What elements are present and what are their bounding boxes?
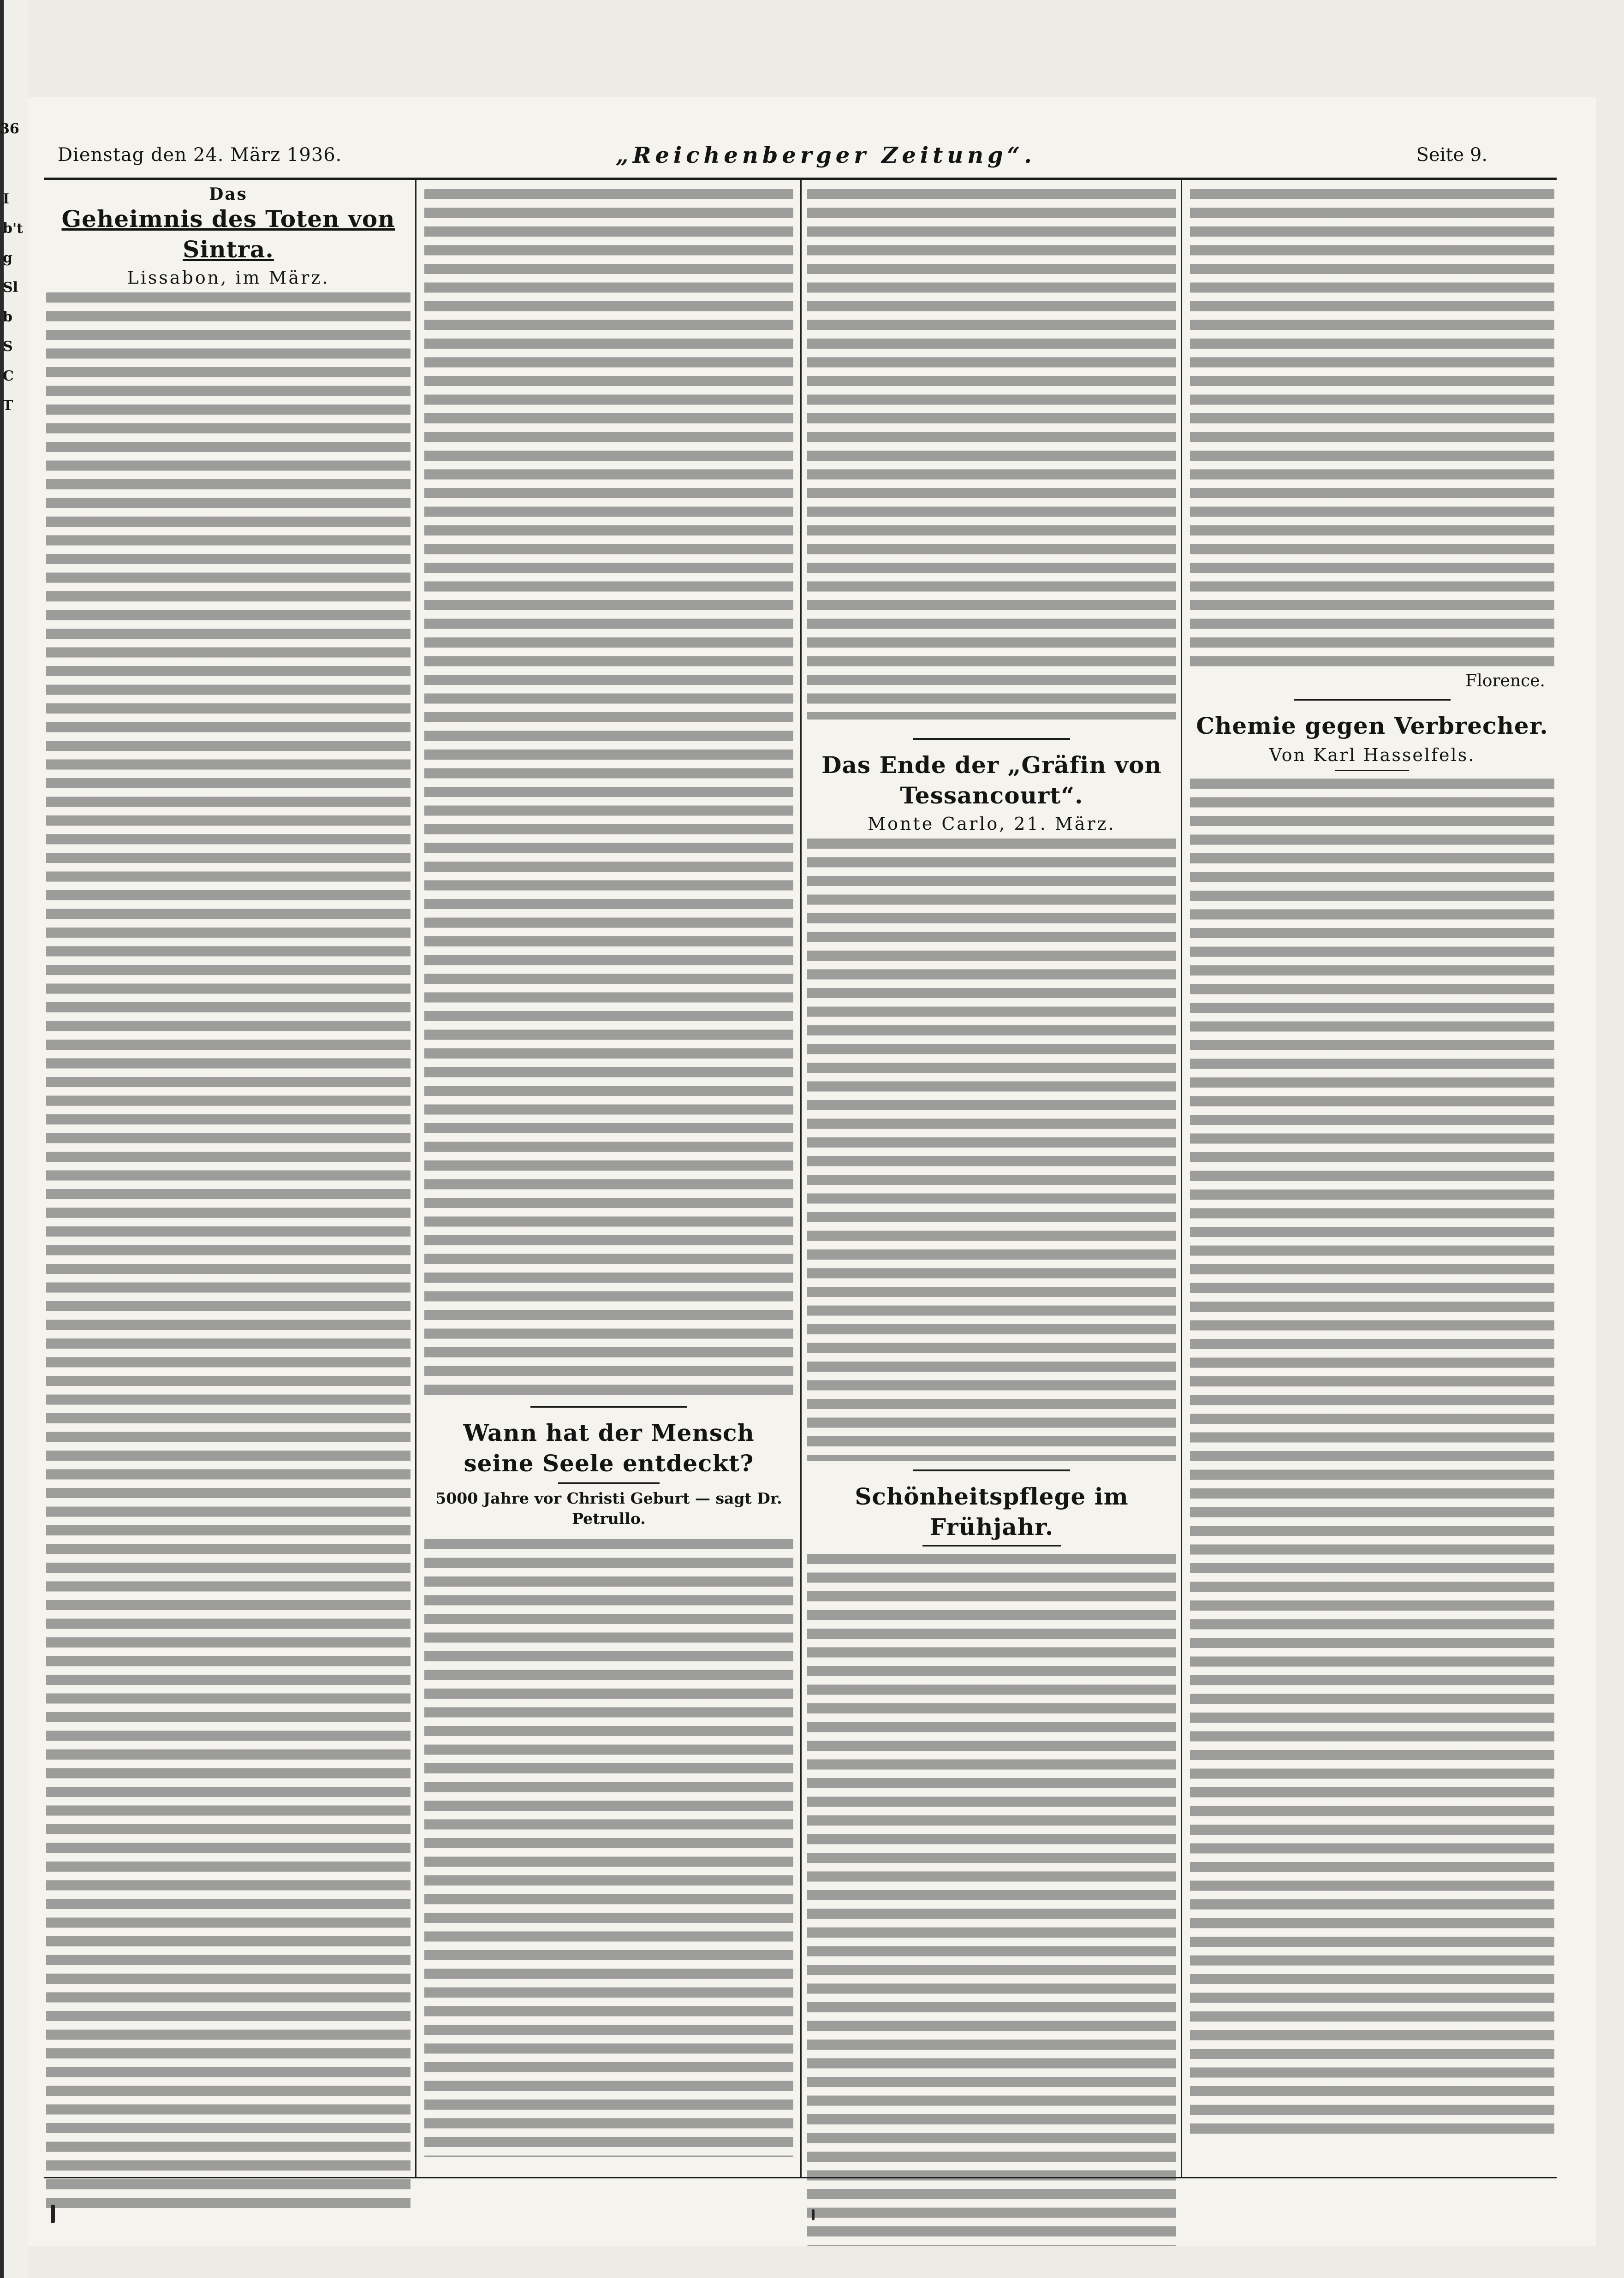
newspaper-title: „Reichenberger Zeitung“. bbox=[616, 143, 1036, 168]
article-separator bbox=[530, 1406, 687, 1408]
print-blemish bbox=[812, 2209, 815, 2220]
column-rule bbox=[415, 180, 416, 2177]
article-headline: Wann hat der Mensch seine Seele entdeckt? bbox=[463, 1419, 755, 1477]
footer-rule bbox=[44, 2177, 1557, 2178]
article-headline: Geheimnis des Toten von Sintra. bbox=[61, 205, 395, 263]
article-subhead: 5000 Jahre vor Christi Geburt — sagt Dr. Petrullo. bbox=[435, 1489, 782, 1528]
column-4 bbox=[1190, 184, 1554, 2139]
article-body bbox=[424, 189, 793, 1398]
headline-underline bbox=[922, 1545, 1061, 1546]
article-byline: Von Karl Hasselfels. bbox=[1269, 745, 1475, 765]
article-headline: Schönheitspflege im Frühjahr. bbox=[855, 1483, 1129, 1540]
page-header bbox=[44, 136, 1487, 173]
column-2 bbox=[424, 184, 793, 2157]
article-dateline: Monte Carlo, 21. März. bbox=[868, 814, 1116, 834]
article-separator bbox=[1294, 699, 1451, 701]
column-3 bbox=[807, 184, 1176, 2246]
byline-rule bbox=[1335, 770, 1409, 771]
adjacent-page-fragments: Ib'tgSlbSCT bbox=[3, 191, 24, 414]
article-body bbox=[424, 1539, 793, 2157]
page-number: Seite 9. bbox=[1416, 144, 1487, 166]
column-1 bbox=[46, 184, 410, 2211]
article-headline: Das Ende der „Gräfin von Tessancourt“. bbox=[821, 751, 1162, 809]
article-body bbox=[46, 292, 410, 2211]
column-rule bbox=[1181, 180, 1182, 2177]
headline-underline bbox=[558, 1482, 660, 1484]
article-body bbox=[1190, 779, 1554, 2139]
article-body bbox=[807, 189, 1176, 720]
article-body bbox=[1190, 189, 1554, 669]
article-headline: Chemie gegen Verbrecher. bbox=[1196, 712, 1548, 739]
print-blemish bbox=[51, 2205, 55, 2223]
article-signature: Florence. bbox=[1465, 672, 1545, 690]
article-dateline: Lissabon, im März. bbox=[127, 268, 330, 288]
column-rule bbox=[800, 180, 802, 2177]
article-body bbox=[807, 1554, 1176, 2246]
article-kicker: Das bbox=[209, 184, 248, 204]
article-body bbox=[807, 839, 1176, 1461]
article-separator bbox=[913, 738, 1070, 740]
article-separator bbox=[913, 1469, 1070, 1471]
adjacent-page-number: 36 bbox=[0, 121, 19, 137]
issue-date: Dienstag den 24. März 1936. bbox=[58, 144, 342, 166]
